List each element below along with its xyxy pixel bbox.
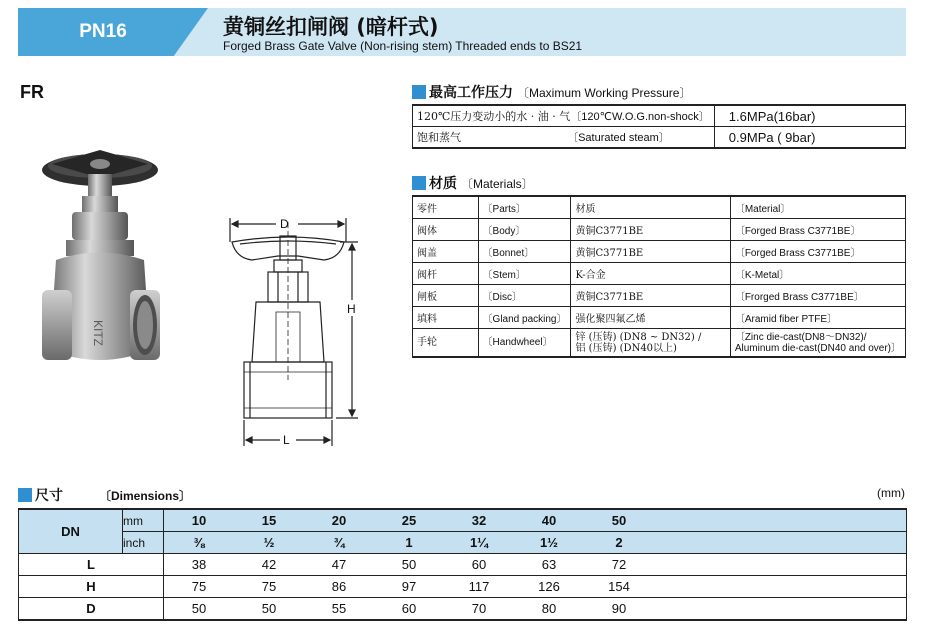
table-row [413, 329, 906, 358]
size-inch: ½ [234, 532, 304, 554]
pressure-heading [412, 82, 691, 102]
material-en [730, 329, 905, 358]
dim-value: 60 [444, 554, 514, 576]
table-row-mm [19, 509, 907, 532]
table-row [413, 285, 906, 307]
dim-row-label: L [19, 554, 164, 576]
size-inch: 1½ [514, 532, 584, 554]
dim-value: 47 [304, 554, 374, 576]
dim-value: 75 [234, 576, 304, 598]
material-zh: 黄铜C3771BE [571, 285, 730, 307]
size-inch: 1 [374, 532, 444, 554]
pressure-value: 1.6MPa(16bar) [714, 105, 905, 127]
dim-value: 97 [374, 576, 444, 598]
dim-value: 38 [164, 554, 235, 576]
dimensions-table [18, 508, 907, 621]
dim-value: 75 [164, 576, 235, 598]
size-mm: 32 [444, 509, 514, 532]
dim-value: 86 [304, 576, 374, 598]
dimensions-heading-en: 〔Dimensions〕 [99, 488, 192, 503]
size-inch: ⅜ [164, 532, 235, 554]
material-zh: 强化聚四氟乙烯 [571, 307, 730, 329]
material-zh: K-合金 [571, 263, 730, 285]
mm-label: mm [123, 509, 164, 532]
materials-heading [412, 173, 534, 193]
pressure-value: 0.9MPa ( 9bar) [714, 127, 905, 149]
table-row [19, 598, 907, 621]
material-zh: 黄铜C3771BE [571, 241, 730, 263]
model-code: FR [20, 82, 44, 102]
table-row [413, 127, 906, 149]
table-row [413, 263, 906, 285]
materials-table [412, 195, 906, 358]
table-row [19, 554, 907, 576]
table-cell-empty [654, 532, 907, 554]
part-zh: 阀盖 [413, 241, 479, 263]
material-en: 〔Forged Brass C3771BE〕 [730, 241, 905, 263]
dim-value: 72 [584, 554, 654, 576]
dim-label-d: D [280, 217, 289, 231]
dim-value: 70 [444, 598, 514, 621]
part-en: 〔Handwheel〕 [478, 329, 571, 358]
svg-text:KITZ: KITZ [91, 320, 105, 346]
dim-row-label: H [19, 576, 164, 598]
part-en: 〔Disc〕 [478, 285, 571, 307]
materials-heading-zh: 材质 [429, 176, 457, 192]
material-en: 〔Forged Brass C3771BE〕 [730, 219, 905, 241]
dim-value: 90 [584, 598, 654, 621]
pressure-heading-en: 〔Maximum Working Pressure〕 [517, 85, 692, 100]
size-mm: 50 [584, 509, 654, 532]
material-en: 〔Material〕 [730, 196, 905, 219]
materials-heading-en: 〔Materials〕 [461, 176, 534, 191]
section-marker-icon [18, 488, 32, 502]
material-zh: 黄铜C3771BE [571, 219, 730, 241]
section-marker-icon [412, 176, 426, 190]
unit-label: (mm) [877, 486, 905, 500]
size-mm: 15 [234, 509, 304, 532]
material-zh: 材质 [571, 196, 730, 219]
dim-row-label: D [19, 598, 164, 621]
material-en: 〔K-Metal〕 [730, 263, 905, 285]
table-cell-empty [654, 598, 907, 621]
size-mm: 20 [304, 509, 374, 532]
part-zh: 阀体 [413, 219, 479, 241]
material-en: 〔Frorged Brass C3771BE〕 [730, 285, 905, 307]
part-en: 〔Body〕 [478, 219, 571, 241]
dn-header: DN [19, 509, 123, 554]
dim-label-l: L [283, 433, 290, 447]
table-row [413, 219, 906, 241]
pressure-heading-zh: 最高工作压力 [429, 85, 513, 101]
table-cell-empty [654, 576, 907, 598]
table-row [413, 196, 906, 219]
table-row [413, 105, 906, 127]
condition-en: 〔120℃W.O.G.non-shock〕 [570, 111, 710, 123]
part-zh: 手轮 [413, 329, 479, 358]
table-cell-empty [654, 509, 907, 532]
part-en: 〔Gland packing〕 [478, 307, 571, 329]
section-marker-icon [412, 85, 426, 99]
material-zh [571, 329, 730, 358]
material-en-line1: 〔Zinc die-cast(DN8～DN32)/ [734, 331, 867, 343]
material-zh-line1: 锌 (压铸) (DN8 ~ DN32) / [575, 331, 702, 343]
size-mm: 40 [514, 509, 584, 532]
part-zh: 阀杆 [413, 263, 479, 285]
page-subtitle: Forged Brass Gate Valve (Non-rising stem) Threaded ends to BS21 [223, 39, 583, 53]
size-inch: ¾ [304, 532, 374, 554]
size-inch: 2 [584, 532, 654, 554]
page-title: 黄铜丝扣闸阀 (暗杆式) [223, 15, 439, 39]
dim-value: 63 [514, 554, 584, 576]
condition-en: 〔Saturated steam〕 [567, 132, 670, 144]
valve-dimension-drawing [228, 212, 368, 448]
dim-value: 154 [584, 576, 654, 598]
dim-value: 126 [514, 576, 584, 598]
dim-label-h: H [347, 302, 356, 316]
dim-value: 55 [304, 598, 374, 621]
dimensions-heading [18, 485, 191, 505]
material-zh-line2: 铝 (压铸) (DN40以上) [575, 342, 677, 354]
part-en: 〔Bonnet〕 [478, 241, 571, 263]
table-row [19, 576, 907, 598]
pressure-table [412, 104, 906, 149]
size-mm: 25 [374, 509, 444, 532]
dim-value: 117 [444, 576, 514, 598]
valve-photo [38, 140, 163, 395]
condition-zh: 饱和蒸气 [417, 131, 461, 144]
dim-value: 80 [514, 598, 584, 621]
dim-value: 50 [164, 598, 235, 621]
dimensions-heading-zh: 尺寸 [35, 488, 63, 504]
dim-value: 42 [234, 554, 304, 576]
dim-value: 50 [234, 598, 304, 621]
table-cell-empty [654, 554, 907, 576]
pressure-class-label: PN16 [79, 21, 127, 42]
dim-value: 60 [374, 598, 444, 621]
inch-label: inch [123, 532, 164, 554]
table-row-inch [19, 532, 907, 554]
part-zh: 零件 [413, 196, 479, 219]
table-row [413, 307, 906, 329]
table-cell [413, 105, 715, 127]
dim-value: 50 [374, 554, 444, 576]
table-cell [413, 127, 715, 149]
size-mm: 10 [164, 509, 235, 532]
part-en: 〔Stem〕 [478, 263, 571, 285]
header-banner [18, 8, 906, 56]
table-row [413, 241, 906, 263]
condition-zh: 120℃压力变动小的水 · 油 · 气 [417, 110, 571, 123]
material-en: 〔Aramid fiber PTFE〕 [730, 307, 905, 329]
size-inch: 1¼ [444, 532, 514, 554]
part-zh: 闸板 [413, 285, 479, 307]
part-en: 〔Parts〕 [478, 196, 571, 219]
material-en-line2: Aluminum die-cast(DN40 and over)〕 [734, 342, 901, 354]
part-zh: 填料 [413, 307, 479, 329]
